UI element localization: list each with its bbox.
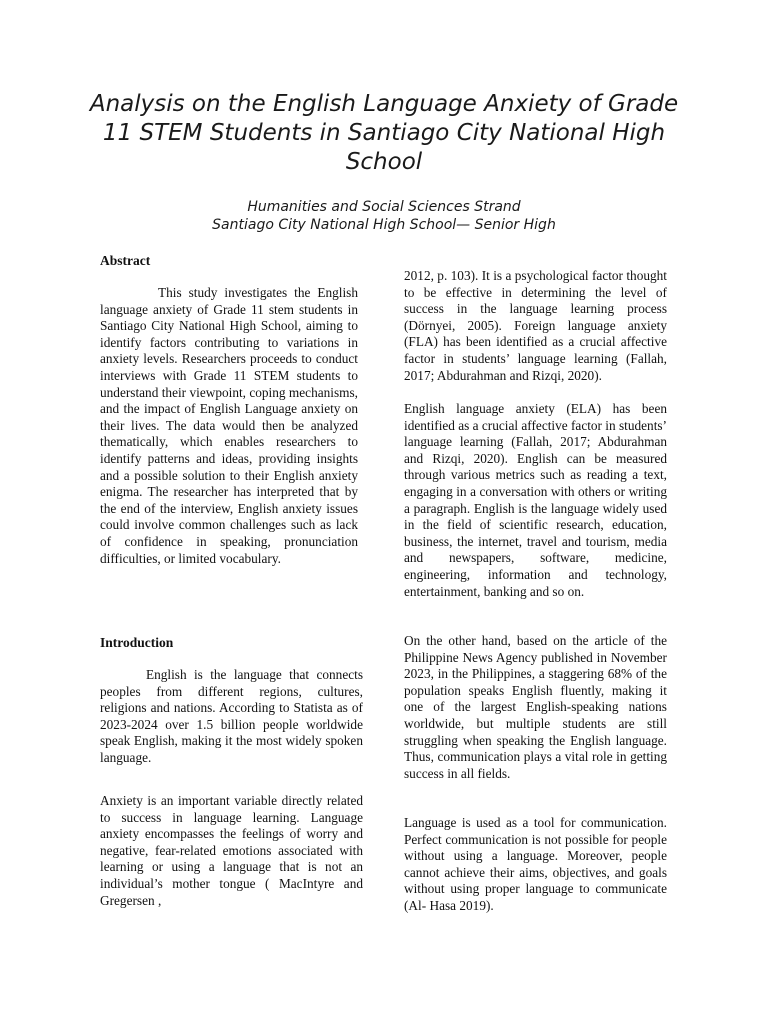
body-paragraph-4: Language is used as a tool for communication. Perfect communication is not possible for people without using a language. Moreover, people cannot achieve their aims, objectives, and goals without using proper language to communicate (Al- Hasa 2019). — [404, 815, 667, 913]
intro-paragraph-1: English is the language that connects peoples from different regions, cultures, religions and nations. According to Statista as of 2023-2024 over 1.5 billion people worldwide speak English, making it the most widely spoken language. — [100, 667, 363, 765]
body-paragraph-2: English language anxiety (ELA) has been identified as a crucial affective factor in students’ language learning (Fallah, 2017; Abdurahman and Rizqi, 2020). English can be measured through various metrics such as reading a text, engaging in a conversation with others or writing a paragraph. English is the language widely used in the field of scientific research, education, business, the internet, travel and tourism, media and newspapers, software, medicine, engineering, information and technology, entertainment, banking and so on. — [404, 401, 667, 599]
abstract-paragraph: This study investigates the English language anxiety of Grade 11 stem students in Santiago City National High School, aiming to identify factors contributing to variations in anxiety levels. Researchers proceeds to conduct interviews with Grade 11 STEM students to understand their viewpoint, coping mechanisms, and the impact of English Language anxiety on their lives. The data would then be analyzed thematically, which enables researchers to identify patterns and ideas, providing insights and a possible solution to their English anxiety enigma. The researcher has interpreted that by the end of the interview, English anxiety issues could involve common challenges such as lack of confidence in speaking, pronunciation difficulties, or limited vocabulary. — [100, 285, 358, 566]
introduction-heading: Introduction — [100, 635, 174, 650]
body-paragraph-1: 2012, p. 103). It is a psychological factor thought to be effective in determining the level of success in the language learning process (Dörnyei, 2005). Foreign language anxiety (FLA) has been identified as a crucial affective factor in students’ language learning (Fallah, 2017; Abdurahman and Rizqi, 2020). — [404, 268, 667, 383]
body-paragraph-3: On the other hand, based on the article of the Philippine News Agency published in November 2023, in the Philippines, a staggering 68% of the population speaks English fluently, making it one of the largest English-speaking nations worldwide, but multiple students are still struggling when speaking the English language. Thus, communication plays a vital role in getting success in all fields. — [404, 633, 667, 781]
strand-label: Humanities and Social Sciences Strand — [247, 199, 521, 215]
school-label: Santiago City National High School— Senior High — [212, 217, 556, 233]
intro-paragraph-2: Anxiety is an important variable directly related to success in language learning. Language anxiety encompasses the feelings of worry and negative, fear-related emotions associated with learning or using a language that is not an individual’s mother tongue ( MacIntyre and Gregersen , — [100, 793, 363, 908]
paper-title: Analysis on the English Language Anxiety of Grade 11 STEM Students in Santiago City National High School — [89, 91, 679, 175]
abstract-heading: Abstract — [100, 253, 151, 268]
